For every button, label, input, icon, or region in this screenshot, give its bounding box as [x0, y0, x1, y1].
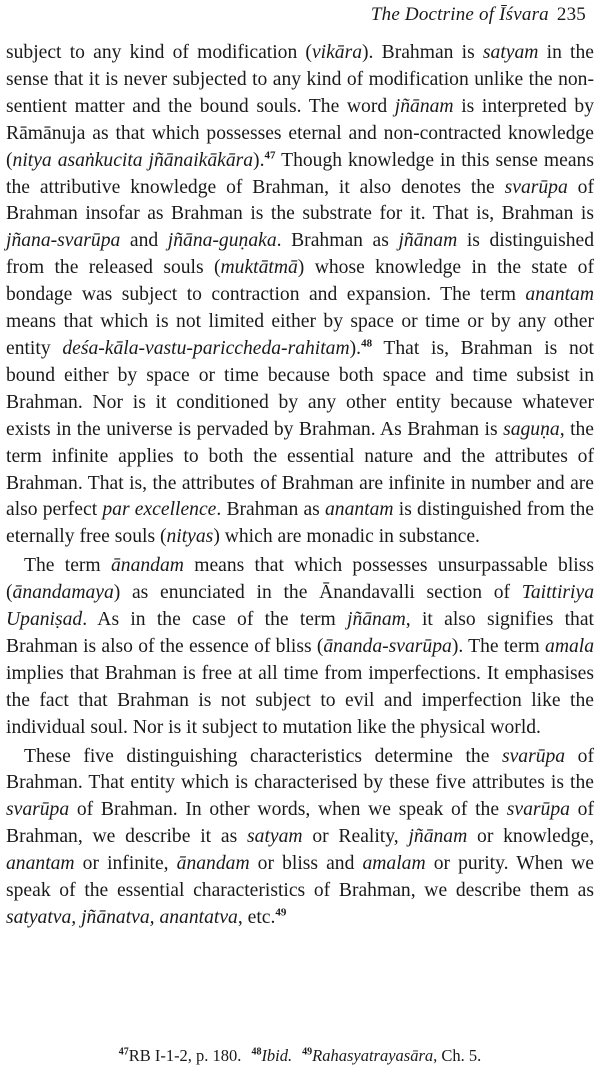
text-run: subject to any kind of modification (: [6, 42, 312, 63]
italic-term: Rahasyatrayasāra: [312, 1046, 434, 1065]
footnotes: [0, 1046, 600, 1066]
text-run: , it also signifies that Brahman is also of the essence of bliss (: [6, 609, 594, 657]
italic-term: muktātmā: [220, 257, 298, 279]
italic-term: anantam: [325, 499, 394, 521]
italic-term: anantam: [525, 284, 594, 306]
chapter-title: The Doctrine of Īśvara: [370, 4, 549, 25]
footnote: [302, 1046, 481, 1065]
running-head: [371, 4, 586, 26]
italic-term: vikāra: [311, 42, 363, 63]
text-run: is interpreted by Rāmānuja as that which possesses eternal and non-contracted knowledge (: [6, 95, 594, 171]
text-run: is distinguished from the eternally free souls (: [6, 499, 594, 548]
text-run: That is, Brahman is not bound either by space or time because both space and time subsist in Brahman. Nor is it conditioned by any other entity because whatever exists in the universe is pervaded by Brahman. As Brahman is: [6, 337, 594, 440]
italic-term: jñānam: [398, 230, 458, 252]
paragraph: [6, 744, 594, 932]
text-run: Though knowledge in this sense means the attributive knowledge of Brahman, it also denotes the: [6, 149, 594, 198]
italic-term: ānanda-svarūpa: [323, 635, 452, 657]
italic-term: deśa-kāla-vastu-pariccheda-rahitam: [62, 337, 350, 359]
text-run: or purity. When we speak of the essential characteristics of Brahman, we describe them as: [6, 853, 594, 902]
footnote-ref: 48: [361, 337, 373, 350]
text-run: or knowledge,: [467, 826, 595, 848]
italic-term: jñānam: [347, 609, 406, 631]
body-text: [6, 40, 594, 932]
italic-term: svarūpa: [506, 799, 570, 821]
text-run: . As in the case of the term: [82, 609, 348, 631]
text-run: implies that Brahman is free at all time from imperfections. It emphasises the fact that Brahman is not subject to evil and imperfection like the individual soul. Nor is it subject to mutation like the physical world.: [6, 662, 594, 738]
text-run: , the term infinite applies to both the essential nature and the attributes of Brahman. That is, the attributes of Brahman are infinite in number and are also perfect: [6, 418, 595, 521]
text-run: means that which possesses unsurpassable bliss (: [6, 555, 594, 604]
text-run: ) which are monadic in substance.: [213, 526, 480, 548]
italic-term: jñana-svarūpa: [6, 230, 121, 252]
italic-term: anantam: [6, 853, 75, 875]
text-run: or infinite,: [74, 853, 177, 875]
text-run: of Brahman. That entity which is characterised by these five attributes is the: [6, 745, 594, 794]
italic-term: svarūpa: [501, 745, 566, 767]
text-run: ). Brahman is: [362, 42, 483, 63]
footnote: [119, 1046, 242, 1065]
italic-term: satyam: [482, 42, 539, 63]
italic-term: ānandamaya: [12, 582, 114, 604]
italic-term: amalam: [362, 853, 426, 875]
text-run: The term: [24, 555, 111, 577]
footnote-number: 47: [118, 1046, 129, 1058]
text-run: ).: [253, 149, 265, 171]
text-run: is distinguished from the released souls (: [6, 230, 594, 279]
italic-term: jñānam: [408, 826, 468, 848]
text-run: . Brahman as: [276, 230, 399, 252]
text-run: These five distinguishing characteristics determine the: [24, 745, 502, 767]
text-run: or bliss and: [249, 853, 363, 875]
italic-term: ānandam: [110, 555, 184, 577]
text-run: . Brahman as: [216, 499, 325, 521]
footnote-ref: 47: [264, 149, 276, 162]
italic-term: svarūpa: [6, 799, 70, 821]
italic-term: ānandam: [176, 853, 250, 875]
page-number: 235: [556, 4, 586, 25]
italic-term: svarūpa: [504, 176, 568, 198]
text-run: RB I-1-2, p. 180.: [128, 1046, 242, 1065]
text-run: or Reality,: [302, 826, 409, 848]
text-run: ) whose knowledge in the state of bondage was subject to contraction and expansion. The term: [6, 257, 595, 306]
text-run: ) as enunciated in the Ānandavalli section of: [113, 582, 522, 604]
paragraph: [6, 553, 594, 741]
italic-term: amala: [545, 635, 594, 657]
text-run: of Brahman insofar as Brahman is the substrate for it. That is, Brahman is: [6, 176, 594, 225]
italic-term: par excellence: [102, 499, 217, 521]
footnote-ref: 49: [275, 906, 287, 919]
text-run: means that which is not limited either by space or time or by any other entity: [6, 311, 594, 359]
italic-term: Taittiriya Upaniṣad: [6, 582, 594, 631]
italic-term: nitya asaṅkucita jñānaikākāra: [12, 149, 254, 171]
footnote-number: 48: [251, 1046, 262, 1058]
italic-term: jñāna-guṇaka: [167, 230, 277, 252]
text-run: ). The term: [451, 635, 546, 657]
italic-term: Ibid.: [261, 1046, 293, 1065]
italic-term: satyam: [247, 826, 303, 848]
italic-term: jñānam: [394, 95, 454, 117]
text-run: , etc.: [237, 907, 276, 928]
footnote-number: 49: [302, 1046, 313, 1058]
italic-term: saguṇa: [503, 418, 560, 440]
text-run: in the sense that it is never subjected to any kind of modification unlike the non-sentient matter and the bound souls. The word: [6, 42, 594, 117]
text-run: ).: [349, 337, 362, 359]
text-run: and: [120, 230, 168, 252]
text-run: of Brahman. In other words, when we speak of the: [69, 799, 507, 821]
paragraph: [6, 40, 594, 551]
italic-term: satyatva, jñānatva, anantatva: [6, 907, 238, 928]
italic-term: nityas: [166, 526, 214, 548]
footnote: [251, 1046, 292, 1065]
text-run: , Ch. 5.: [433, 1046, 482, 1065]
text-run: of Brahman, we describe it as: [6, 799, 594, 848]
